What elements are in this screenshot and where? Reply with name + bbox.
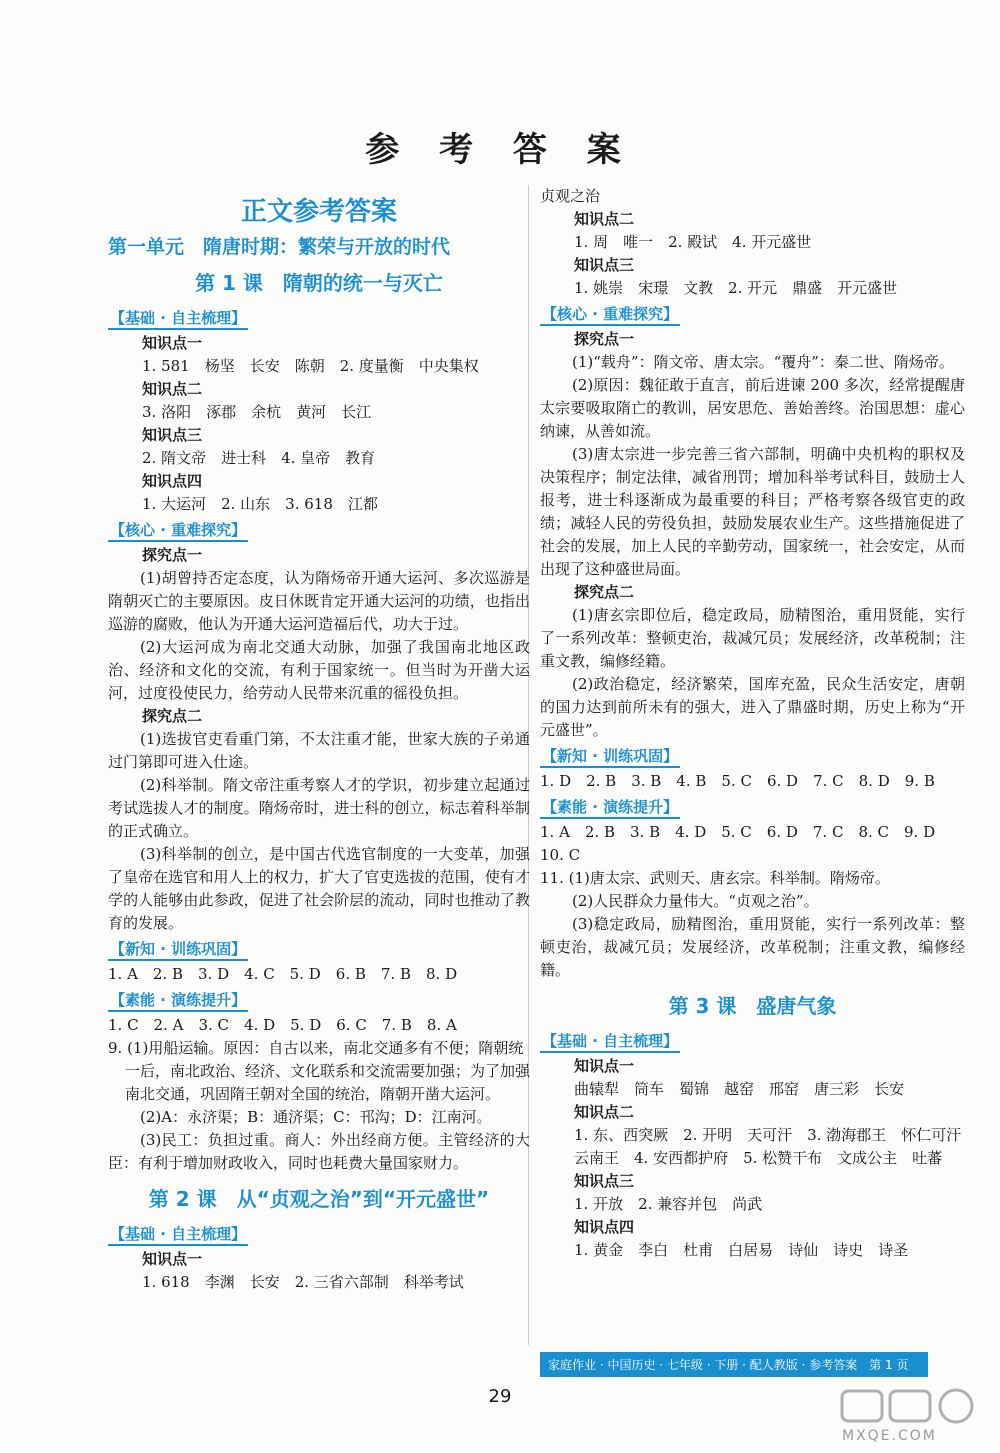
answer-paragraph: (3)科举制的创立，是中国古代选官制度的一大变革，加强了皇帝在选官和用人上的权力，扩大了官吏选拔的范围，使有才学的人能够由此参政，促进了社会阶层的流动，同时也推动了教育的发展。 xyxy=(108,845,530,932)
answer-paragraph: (3)稳定政局，励精图治，重用贤能，实行一系列改革：整顿吏治，裁减冗员；发展经济，改革税制；注重文教，编修经籍。 xyxy=(540,915,965,979)
watermark-text: MXQE.COM xyxy=(842,1428,937,1444)
answer-paragraph: (2)科举制。隋文帝注重考察人才的学识，初步建立起通过考试选拔人才的制度。隋炀帝时，进士科的创立，标志着科举制的正式确立。 xyxy=(108,776,530,840)
knowledge-point-1: 知识点一 xyxy=(574,1057,635,1075)
knowledge-point-2: 知识点二 xyxy=(574,1103,635,1121)
answer-line: 1. 581 杨坚 长安 陈朝 2. 度量衡 中央集权 xyxy=(142,357,479,375)
answer-paragraph: (1)唐玄宗即位后，稳定政局，励精图治，重用贤能，实行了一系列改革：整顿吏治，裁减冗员；发展经济，改革税制；注重文教，编修经籍。 xyxy=(540,606,965,670)
answer-paragraph: (2)大运河成为南北交通大动脉，加强了我国南北地区政治、经济和文化的交流，有利于国家统一。但当时为开凿大运河，过度役使民力，给劳动人民带来沉重的徭役负担。 xyxy=(108,638,530,702)
tag-basic: 【基础 · 自主梳理】 xyxy=(108,1223,248,1246)
page-footer: 家庭作业 · 中国历史 · 七年级 · 下册 · 配人教版 · 参考答案 第 1 页 (共 12 页) xyxy=(540,1352,928,1377)
answer-paragraph: (2)人民群众力量伟大。“贞观之治”。 xyxy=(572,892,819,910)
answer-line: 1. 东、西突厥 2. 开明 天可汗 3. 渤海郡王 怀仁可汗 云南王 4. 安西都护府 5. 松赞干布 文成公主 吐蕃 xyxy=(574,1126,977,1167)
explore-point-2: 探究点二 xyxy=(142,707,203,725)
lesson-3-title: 第 3 课 盛唐气象 xyxy=(668,994,837,1018)
answer-line: 1. 618 李渊 长安 2. 三省六部制 科举考试 xyxy=(142,1273,464,1291)
knowledge-point-4: 知识点四 xyxy=(574,1218,635,1236)
answer-line: 1. A 2. B 3. D 4. C 5. D 6. B 7. B 8. D xyxy=(108,965,458,983)
answer-line: 3. 洛阳 涿郡 余杭 黄河 长江 xyxy=(142,403,372,421)
knowledge-point-3: 知识点三 xyxy=(574,256,635,274)
right-column xyxy=(540,185,977,1262)
answer-paragraph: (1)胡曾持否定态度，认为隋炀帝开通大运河、多次巡游是隋朝灭亡的主要原因。皮日休既肯定开通大运河的功绩，也指出巡游的腐败，他认为开通大运河造福后代，功大于过。 xyxy=(108,569,530,633)
answer-line: 1. 开放 2. 兼容并包 尚武 xyxy=(574,1195,763,1213)
knowledge-point-4: 知识点四 xyxy=(142,472,203,490)
page-title: 参 考 答 案 xyxy=(365,130,635,170)
answer-paragraph: (2)政治稳定，经济繁荣，国库充盈，民众生活安定，唐朝的国力达到前所未有的强大，进入了鼎盛时期，历史上称为“开元盛世”。 xyxy=(540,675,965,739)
explore-point-1: 探究点一 xyxy=(574,330,635,348)
answer-line: 1. C 2. A 3. C 4. D 5. D 6. C 7. B 8. A xyxy=(108,1016,457,1034)
tag-basic: 【基础 · 自主梳理】 xyxy=(540,1030,680,1053)
knowledge-point-1: 知识点一 xyxy=(142,1250,203,1268)
answer-paragraph: 11. (1)唐太宗、武则天、唐玄宗。科举制。隋炀帝。 xyxy=(540,869,890,887)
answer-line: 1. A 2. B 3. B 4. D 5. C 6. D 7. C 8. C 9. D xyxy=(540,823,936,841)
lesson-1-title: 第 1 课 隋朝的统一与灭亡 xyxy=(195,271,443,295)
answer-line: 1. 姚崇 宋璟 文教 2. 开元 鼎盛 开元盛世 xyxy=(574,279,898,297)
knowledge-point-2: 知识点二 xyxy=(142,380,203,398)
answer-line: 2. 隋文帝 进士科 4. 皇帝 教育 xyxy=(142,449,376,467)
answer-line: 1. 周 唯一 2. 殿试 4. 开元盛世 xyxy=(574,233,812,251)
knowledge-point-1: 知识点一 xyxy=(142,334,203,352)
answer-paragraph: (2)原因：魏征敢于直言，前后进谏 200 多次，经常提醒唐太宗要吸取隋亡的教训，居安思危、善始善终。治国思想：虚心纳谏，从善如流。 xyxy=(540,376,965,440)
answer-line: 1. D 2. B 3. B 4. B 5. C 6. D 7. C 8. D 9. B xyxy=(540,772,935,790)
tag-new: 【新知 · 训练巩固】 xyxy=(108,938,248,961)
answer-line: 贞观之治 xyxy=(540,187,601,205)
lesson-2-title: 第 2 课 从“贞观之治”到“开元盛世” xyxy=(148,1187,490,1211)
section-title: 正文参考答案 xyxy=(240,197,397,227)
left-column xyxy=(108,185,530,1294)
answer-paragraph: (2)A：永济渠；B：通济渠；C：邗沟；D：江南河。 xyxy=(140,1108,492,1126)
answer-line: 10. C xyxy=(540,846,581,864)
answer-paragraph: 9. (1)用船运输。原因：自古以来，南北交通多有不便；隋朝统一后，南北政治、经济、文化联系和交流需要加强；为了加强南北交通，巩固隋王朝对全国的统治，隋朝开凿大运河。 xyxy=(108,1039,531,1103)
tag-core: 【核心 · 重难探究】 xyxy=(108,519,248,542)
unit-title: 第一单元 隋唐时期：繁荣与开放的时代 xyxy=(108,236,451,258)
answer-line: 1. 大运河 2. 山东 3. 618 江都 xyxy=(142,495,378,513)
knowledge-point-3: 知识点三 xyxy=(574,1172,635,1190)
answer-paragraph: (3)唐太宗进一步完善三省六部制，明确中央机构的职权及决策程序；制定法律，减省刑罚；增加科举考试科目，鼓励士人报考，进士科逐渐成为最重要的科目；严格考察各级官吏的政绩；减轻人民的劳役负担，鼓励发展农业生产。这些措施促进了社会的发展，加上人民的辛勤劳动，国家统一，社会安定，从而出现了这种盛世局面。 xyxy=(540,445,965,578)
answer-paragraph: (3)民工：负担过重。商人：外出经商方便。主管经济的大臣：有利于增加财政收入，同时也耗费大量国家财力。 xyxy=(108,1131,530,1172)
answer-paragraph: (1)选拔官吏看重门第，不太注重才能，世家大族的子弟通过门第即可进入仕途。 xyxy=(108,730,530,771)
tag-basic: 【基础 · 自主梳理】 xyxy=(108,307,248,330)
tag-new: 【新知 · 训练巩固】 xyxy=(540,745,680,768)
knowledge-point-3: 知识点三 xyxy=(142,426,203,444)
answer-paragraph: (1)“载舟”：隋文帝、唐太宗。“覆舟”：秦二世、隋炀帝。 xyxy=(572,353,954,371)
tag-skill: 【素能 · 演练提升】 xyxy=(108,989,248,1012)
answer-line: 曲辕犁 筒车 蜀锦 越窑 邢窑 唐三彩 长安 xyxy=(574,1080,905,1098)
answer-line: 1. 黄金 李白 杜甫 白居易 诗仙 诗史 诗圣 xyxy=(574,1241,909,1259)
page-number: 29 xyxy=(488,1386,512,1407)
tag-skill: 【素能 · 演练提升】 xyxy=(540,796,680,819)
explore-point-1: 探究点一 xyxy=(142,546,203,564)
tag-core: 【核心 · 重难探究】 xyxy=(540,303,680,326)
knowledge-point-2: 知识点二 xyxy=(574,210,635,228)
explore-point-2: 探究点二 xyxy=(574,583,635,601)
